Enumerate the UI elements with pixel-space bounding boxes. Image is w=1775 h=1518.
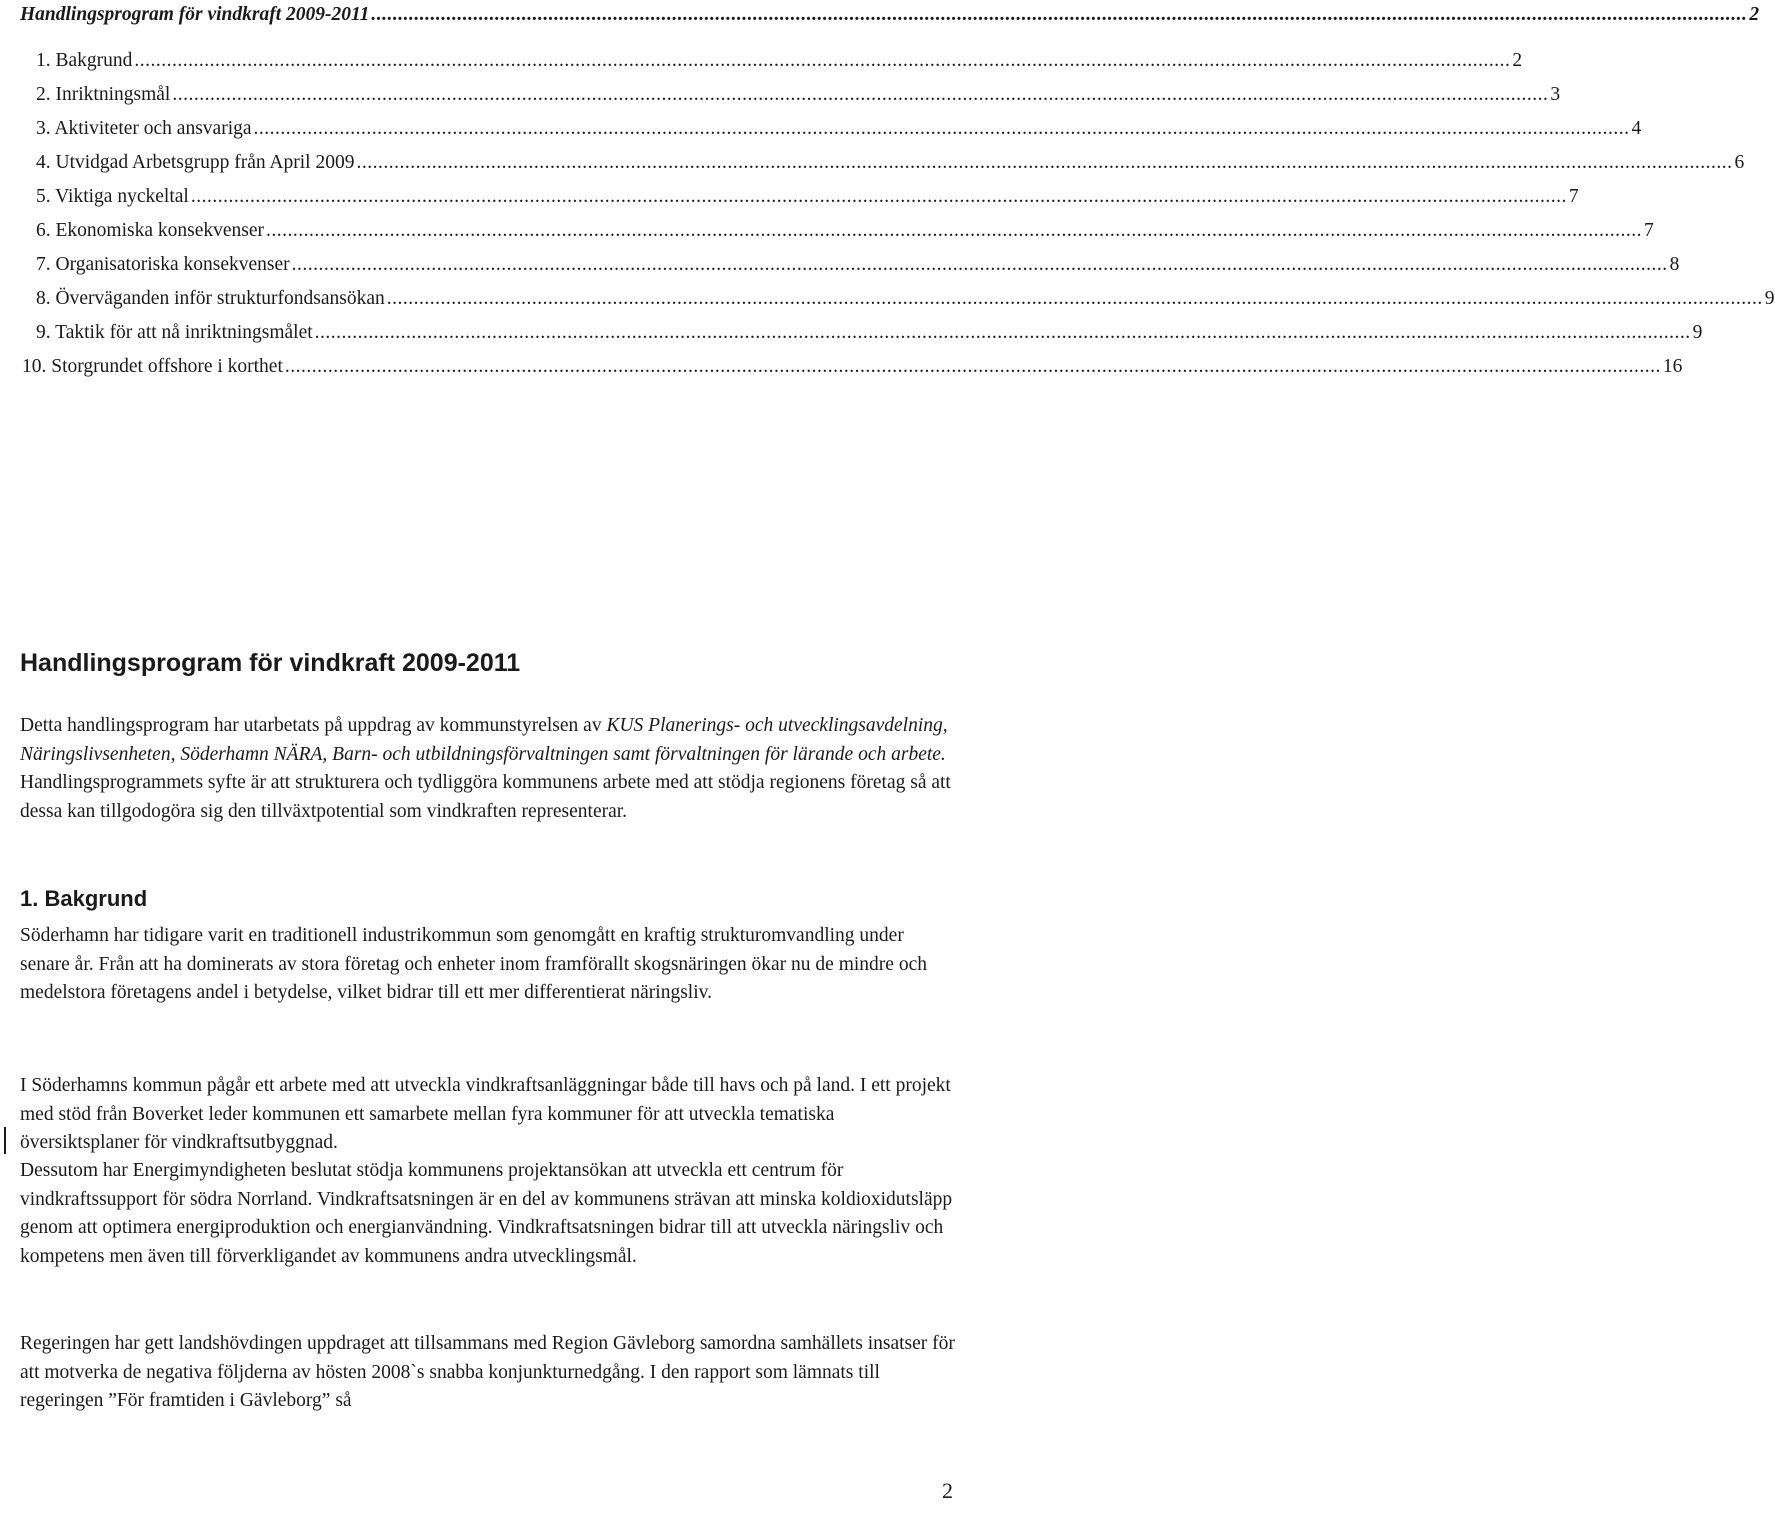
toc-entry-text: 9. Taktik för att nå inriktningsmålet bbox=[36, 322, 313, 343]
toc-leader-dots bbox=[356, 152, 1732, 174]
bakgrund-paragraph-2b: Dessutom har Energimyndigheten beslutat stödja kommunens projektansökan att utveckla ett centrum för vindkraftssupport för södra Norrland. Vindkraftsatsningen är en del av kommunens strävan att minska koldioxidutsläpp genom att optimera energiproduktion och energianvändning. Vindkraftsatsningen bidrar till att utveckla näringsliv och kompetens men även till förverkligandet av kommunens andra utvecklingsmål. bbox=[20, 1160, 953, 1267]
toc-entry-2[interactable] bbox=[20, 72, 1561, 106]
page-number: 2 bbox=[942, 1478, 953, 1503]
section-heading-bakgrund: 1. Bakgrund bbox=[20, 886, 148, 911]
intro-italic-departments: KUS Planerings- och utvecklingsavdelning, Näringslivsenheten, Söderhamn NÄRA, Barn- och utbildningsförvaltningen samt förvaltningen för lärande och arbete. bbox=[20, 715, 948, 765]
toc-entry-text: 2. Inriktningsmål bbox=[36, 84, 171, 105]
toc-entry-3[interactable] bbox=[20, 106, 1642, 140]
toc-entry-text: 8. Överväganden inför strukturfondsansökan bbox=[36, 288, 385, 309]
toc-entry-10[interactable] bbox=[20, 344, 1683, 378]
toc-entry-text: Handlingsprogram för vindkraft 2009-2011 bbox=[20, 4, 370, 25]
toc-leader-dots bbox=[254, 118, 1630, 140]
toc-leader-dots bbox=[266, 220, 1642, 242]
toc-entry-7[interactable] bbox=[20, 242, 1680, 276]
toc-entry-6[interactable] bbox=[20, 208, 1654, 242]
toc-entry-5[interactable] bbox=[20, 174, 1579, 208]
toc-entry-page: 8 bbox=[1669, 254, 1680, 275]
toc-entry-page: 4 bbox=[1631, 118, 1642, 139]
intro-paragraph bbox=[20, 712, 955, 826]
toc-leader-dots bbox=[172, 84, 1548, 106]
toc-entry-page: 9 bbox=[1764, 288, 1775, 309]
toc-leader-dots bbox=[292, 254, 1668, 276]
toc-entry-page: 16 bbox=[1662, 356, 1683, 377]
toc-entry-page: 3 bbox=[1550, 84, 1561, 105]
toc-entry-9[interactable] bbox=[20, 310, 1703, 344]
toc-entry-page: 7 bbox=[1644, 220, 1654, 241]
toc-entry-text: 10. Storgrundet offshore i korthet bbox=[22, 356, 283, 377]
toc-entry-text: 4. Utvidgad Arbetsgrupp från April 2009 bbox=[36, 152, 355, 173]
toc-entry-8[interactable] bbox=[20, 276, 1775, 310]
bakgrund-paragraph-1: Söderhamn har tidigare varit en traditionell industrikommun som genomgått en kraftig strukturomvandling under senare år. Från att ha dominerats av stora företag och enheter inom framförallt skogsnäringen ökar nu de mindre och medelstora företagens andel i betydelse, vilket bidrar till ett mer differentierat näringsliv. bbox=[20, 925, 927, 1003]
document-title: Handlingsprogram för vindkraft 2009-2011 bbox=[20, 649, 521, 677]
intro-text-end: Handlingsprogrammets syfte är att strukturera och tydliggöra kommunens arbete med att stödja regionens företag så att dessa kan tillgodogöra sig den tillväxtpotential som vindkraften representerar. bbox=[20, 772, 951, 822]
toc-entry-page: 6 bbox=[1734, 152, 1745, 173]
toc-entry-1[interactable] bbox=[20, 38, 1523, 72]
toc-entry-text: 1. Bakgrund bbox=[36, 50, 133, 71]
table-of-contents bbox=[20, 0, 1775, 378]
toc-entry-page: 9 bbox=[1692, 322, 1703, 343]
toc-leader-dots bbox=[387, 288, 1763, 310]
bakgrund-paragraph-3: Regeringen har gett landshövdingen uppdraget att tillsammans med Region Gävleborg samordna samhällets insatser för att motverka de negativa följderna av hösten 2008`s snabba konjunkturnedgång. I den rapport som lämnats till regeringen ”För framtiden i Gävleborg” så bbox=[20, 1333, 955, 1411]
toc-leader-dots bbox=[315, 322, 1691, 344]
toc-leader-dots bbox=[134, 50, 1510, 72]
intro-text-start: Detta handlingsprogram har utarbetats på uppdrag av kommunstyrelsen av bbox=[20, 715, 607, 736]
toc-entry-page: 2 bbox=[1749, 4, 1760, 25]
toc-entry-page: 7 bbox=[1568, 186, 1579, 207]
toc-entry-4[interactable] bbox=[20, 140, 1745, 174]
bakgrund-paragraph-2a: I Söderhamns kommun pågår ett arbete med att utveckla vindkraftsanläggningar både till havs och på land. I ett projekt med stöd från Boverket leder kommunen ett samarbete mellan fyra kommuner för att utveckla tematiska översiktsplaner för vindkraftsutbyggnad. bbox=[20, 1075, 951, 1153]
toc-leader-dots bbox=[191, 186, 1567, 208]
revision-change-bar bbox=[4, 1127, 6, 1154]
toc-entry-page: 2 bbox=[1512, 50, 1523, 71]
toc-entry-text: 7. Organisatoriska konsekvenser bbox=[36, 254, 290, 275]
toc-leader-dots bbox=[371, 4, 1747, 26]
toc-entry-text: 5. Viktiga nyckeltal bbox=[36, 186, 189, 207]
toc-entry-text: 6. Ekonomiska konsekvenser bbox=[36, 220, 265, 241]
toc-entry-text: 3. Aktiviteter och ansvariga bbox=[36, 118, 252, 139]
toc-entry-title[interactable] bbox=[20, 0, 1760, 26]
toc-leader-dots bbox=[285, 356, 1661, 378]
